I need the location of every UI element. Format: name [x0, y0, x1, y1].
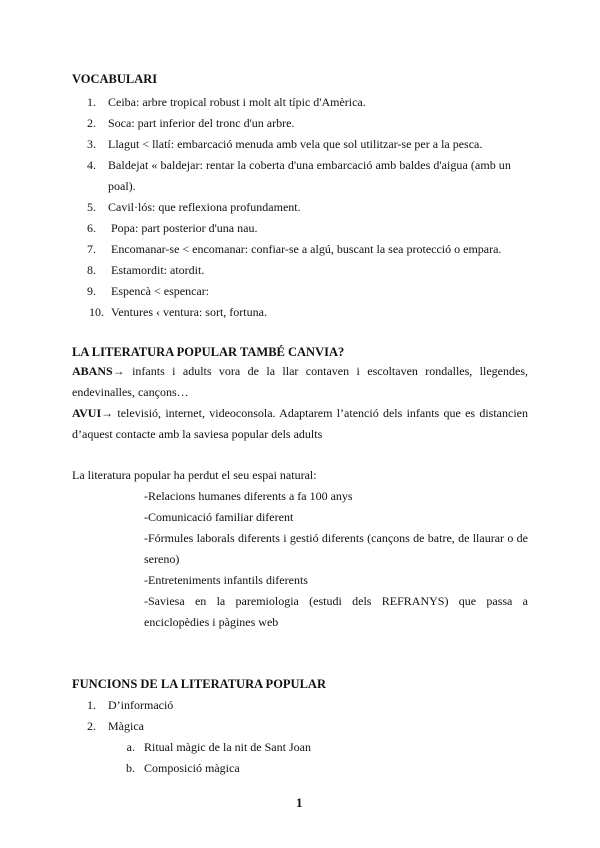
list-text: D’informació: [108, 698, 174, 712]
list-number: 1.: [87, 698, 96, 712]
abans-paragraph: [72, 361, 528, 403]
vocab-heading: VOCABULARI: [72, 72, 158, 86]
list-number: 5.: [87, 200, 96, 214]
list-number: 1.: [87, 95, 96, 109]
list-number: 2.: [87, 116, 96, 130]
list-text: Llagut < llatí: embarcació menuda amb vela que sol utilitzar-se per a la pesca.: [108, 137, 483, 151]
avui-text: televisió, internet, videoconsola. Adaptarem l’atenció dels infants que es distancien d’aquest contacte amb la saviesa popular dels adults: [72, 406, 528, 441]
list-text: Ceiba: arbre tropical robust i molt alt típic d'Amèrica.: [108, 95, 366, 109]
list-item: -Saviesa en la paremiologia (estudi dels REFRANYS) que passa a enciclopèdies i pàgines web: [144, 594, 528, 629]
page-number: 1: [296, 795, 303, 810]
list-item: -Relacions humanes diferents a fa 100 anys: [144, 489, 353, 503]
list-number: 7.: [87, 242, 96, 256]
list-number: 2.: [87, 719, 96, 733]
list-text: Popa: part posterior d'una nau.: [111, 221, 258, 235]
list-text: Cavil·lós: que reflexiona profundament.: [108, 200, 301, 214]
list-text: Baldejat « baldejar: rentar la coberta d'una embarcació amb baldes d'aigua (amb un: [108, 158, 511, 172]
list-number: 4.: [87, 158, 96, 172]
list-text: Màgica: [108, 719, 144, 733]
list-number: 8.: [87, 263, 96, 277]
list-text: Estamordit: atordit.: [111, 263, 205, 277]
list-text: Soca: part inferior del tronc d'un arbre.: [108, 116, 295, 130]
list-text: Ritual màgic de la nit de Sant Joan: [144, 740, 311, 754]
avui-paragraph: [72, 403, 528, 445]
list-number: 6.: [87, 221, 96, 235]
abans-text: infants i adults vora de la llar contaven i escoltaven rondalles, llegendes, endevinalles, cançons…: [72, 364, 528, 399]
list-item: -Fórmules laborals diferents i gestió diferents (cançons de batre, de llaurar o de sereno): [144, 531, 528, 566]
list-number: b.: [126, 761, 135, 775]
list-item: -Comunicació familiar diferent: [144, 510, 294, 524]
list-text: Encomanar-se < encomanar: confiar-se a algú, buscant la sea protecció o empara.: [111, 242, 502, 256]
abans-label: ABANS→: [72, 364, 125, 378]
list-text: Composició màgica: [144, 761, 240, 775]
section-heading: LA LITERATURA POPULAR TAMBÉ CANVIA?: [72, 345, 345, 359]
avui-label: AVUI→: [72, 406, 114, 420]
list-number: 9.: [87, 284, 96, 298]
list-item: -Entreteniments infantils diferents: [144, 573, 308, 587]
list-text-continuation: poal).: [108, 179, 136, 193]
list-number: 3.: [87, 137, 96, 151]
list-text: Ventures ‹ ventura: sort, fortuna.: [111, 305, 267, 319]
section-heading: FUNCIONS DE LA LITERATURA POPULAR: [72, 677, 326, 691]
list-text: Espencà < espencar:: [111, 284, 210, 298]
list-number: a.: [126, 740, 135, 754]
list-number: 10.: [89, 305, 104, 319]
intro-text: La literatura popular ha perdut el seu espai natural:: [72, 468, 317, 482]
